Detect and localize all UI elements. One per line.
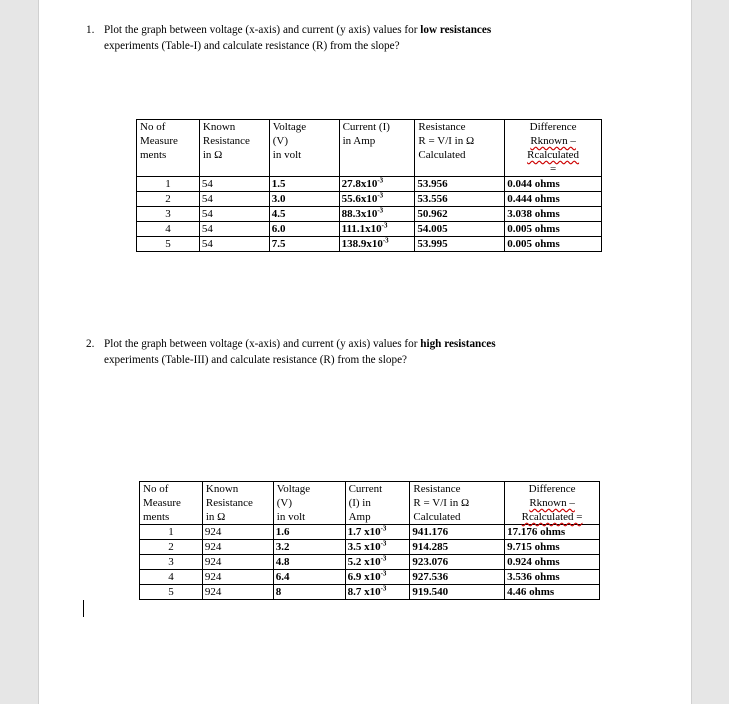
question-1-number: 1.: [86, 24, 95, 36]
question-2: [86, 336, 574, 368]
header-resistance: Resistance R = V/I in Ω Calculated: [415, 120, 505, 177]
cell-known: 924: [202, 540, 273, 555]
table-row: [140, 540, 600, 555]
cell-known: 54: [199, 192, 269, 207]
header-no: No of Measure ments: [137, 120, 200, 177]
cell-no: 4: [137, 222, 200, 237]
header-difference: Difference Rknown – Rcalculated =: [505, 120, 602, 177]
table-high-resistance: [139, 481, 600, 600]
cell-resistance: 927.536: [410, 570, 505, 585]
cell-difference: 0.044 ohms: [505, 177, 602, 192]
cell-difference: 9.715 ohms: [505, 540, 600, 555]
cell-resistance: 53.956: [415, 177, 505, 192]
question-2-line2: experiments (Table-III) and calculate resistance (R) from the slope?: [104, 354, 408, 366]
cell-current: $88.3x10^{-3}$: [339, 207, 415, 222]
cell-difference: 0.444 ohms: [505, 192, 602, 207]
table-row: [137, 237, 602, 252]
table-row: [140, 525, 600, 540]
cell-current: $55.6x10^{-3}$: [339, 192, 415, 207]
cell-difference: 3.038 ohms: [505, 207, 602, 222]
cell-difference: 17.176 ohms: [505, 525, 600, 540]
cell-resistance: 53.556: [415, 192, 505, 207]
question-2-number: 2.: [86, 338, 95, 350]
header-known: Known Resistance in Ω: [202, 482, 273, 525]
cell-known: 54: [199, 177, 269, 192]
cell-no: 2: [140, 540, 203, 555]
cell-voltage: 6.0: [269, 222, 339, 237]
cell-current: 3.5 $x10^{-3}$: [345, 540, 410, 555]
table-row: [140, 585, 600, 600]
cell-current: $27.8x10^{-3}$: [339, 177, 415, 192]
question-2-bold: high resistances: [420, 338, 496, 350]
header-voltage: Voltage (V) in volt: [273, 482, 345, 525]
cell-voltage: 4.8: [273, 555, 345, 570]
table-row: [140, 555, 600, 570]
question-2-text: Plot the graph between voltage (x-axis) and current (y axis) values for: [104, 338, 421, 350]
cell-voltage: 8: [273, 585, 345, 600]
cell-no: 4: [140, 570, 203, 585]
cell-voltage: 4.5: [269, 207, 339, 222]
cell-current: 6.9 $x10^{-3}$: [345, 570, 410, 585]
table-row: [137, 177, 602, 192]
cell-difference: 0.924 ohms: [505, 555, 600, 570]
text-cursor: [83, 600, 84, 617]
cell-difference: 3.536 ohms: [505, 570, 600, 585]
header-known: Known Resistance in Ω: [199, 120, 269, 177]
table-header-row: [137, 120, 602, 177]
question-1: [86, 22, 574, 54]
cell-no: 5: [137, 237, 200, 252]
table-row: [137, 222, 602, 237]
cell-voltage: 6.4: [273, 570, 345, 585]
cell-current: 8.7 $x10^{-3}$: [345, 585, 410, 600]
cell-current: $111.1x10^{-3}$: [339, 222, 415, 237]
cell-voltage: 3.0: [269, 192, 339, 207]
cell-difference: 0.005 ohms: [505, 237, 602, 252]
cell-no: 1: [137, 177, 200, 192]
header-resistance: Resistance R = V/I in Ω Calculated: [410, 482, 505, 525]
cell-voltage: 3.2: [273, 540, 345, 555]
question-1-text: Plot the graph between voltage (x-axis) and current (y axis) values for: [104, 24, 421, 36]
table-row: [140, 570, 600, 585]
header-voltage: Voltage (V) in volt: [269, 120, 339, 177]
header-no: No of Measure ments: [140, 482, 203, 525]
table-low-resistance: [136, 119, 602, 252]
header-current: Current (I) in Amp: [339, 120, 415, 177]
header-difference: Difference Rknown – Rcalculated =: [505, 482, 600, 525]
cell-no: 3: [137, 207, 200, 222]
cell-known: 924: [202, 555, 273, 570]
question-1-bold: low resistances: [420, 24, 492, 36]
question-1-line2: experiments (Table-I) and calculate resistance (R) from the slope?: [104, 40, 400, 52]
table-header-row: [140, 482, 600, 525]
cell-resistance: 941.176: [410, 525, 505, 540]
cell-resistance: 54.005: [415, 222, 505, 237]
cell-known: 54: [199, 207, 269, 222]
cell-voltage: 7.5: [269, 237, 339, 252]
cell-current: 5.2 $x10^{-3}$: [345, 555, 410, 570]
cell-resistance: 53.995: [415, 237, 505, 252]
cell-voltage: 1.5: [269, 177, 339, 192]
cell-no: 1: [140, 525, 203, 540]
cell-difference: 0.005 ohms: [505, 222, 602, 237]
cell-no: 3: [140, 555, 203, 570]
cell-known: 54: [199, 237, 269, 252]
cell-current: 1.7 $x10^{-3}$: [345, 525, 410, 540]
table-row: [137, 207, 602, 222]
cell-resistance: 923.076: [410, 555, 505, 570]
cell-current: $138.9x10^{-3}$: [339, 237, 415, 252]
cell-resistance: 919.540: [410, 585, 505, 600]
cell-resistance: 914.285: [410, 540, 505, 555]
cell-resistance: 50.962: [415, 207, 505, 222]
cell-known: 924: [202, 570, 273, 585]
table-row: [137, 192, 602, 207]
cell-difference: 4.46 ohms: [505, 585, 600, 600]
header-current: Current (I) in Amp: [345, 482, 410, 525]
cell-no: 5: [140, 585, 203, 600]
cell-known: 924: [202, 525, 273, 540]
cell-known: 924: [202, 585, 273, 600]
cell-known: 54: [199, 222, 269, 237]
cell-voltage: 1.6: [273, 525, 345, 540]
cell-no: 2: [137, 192, 200, 207]
